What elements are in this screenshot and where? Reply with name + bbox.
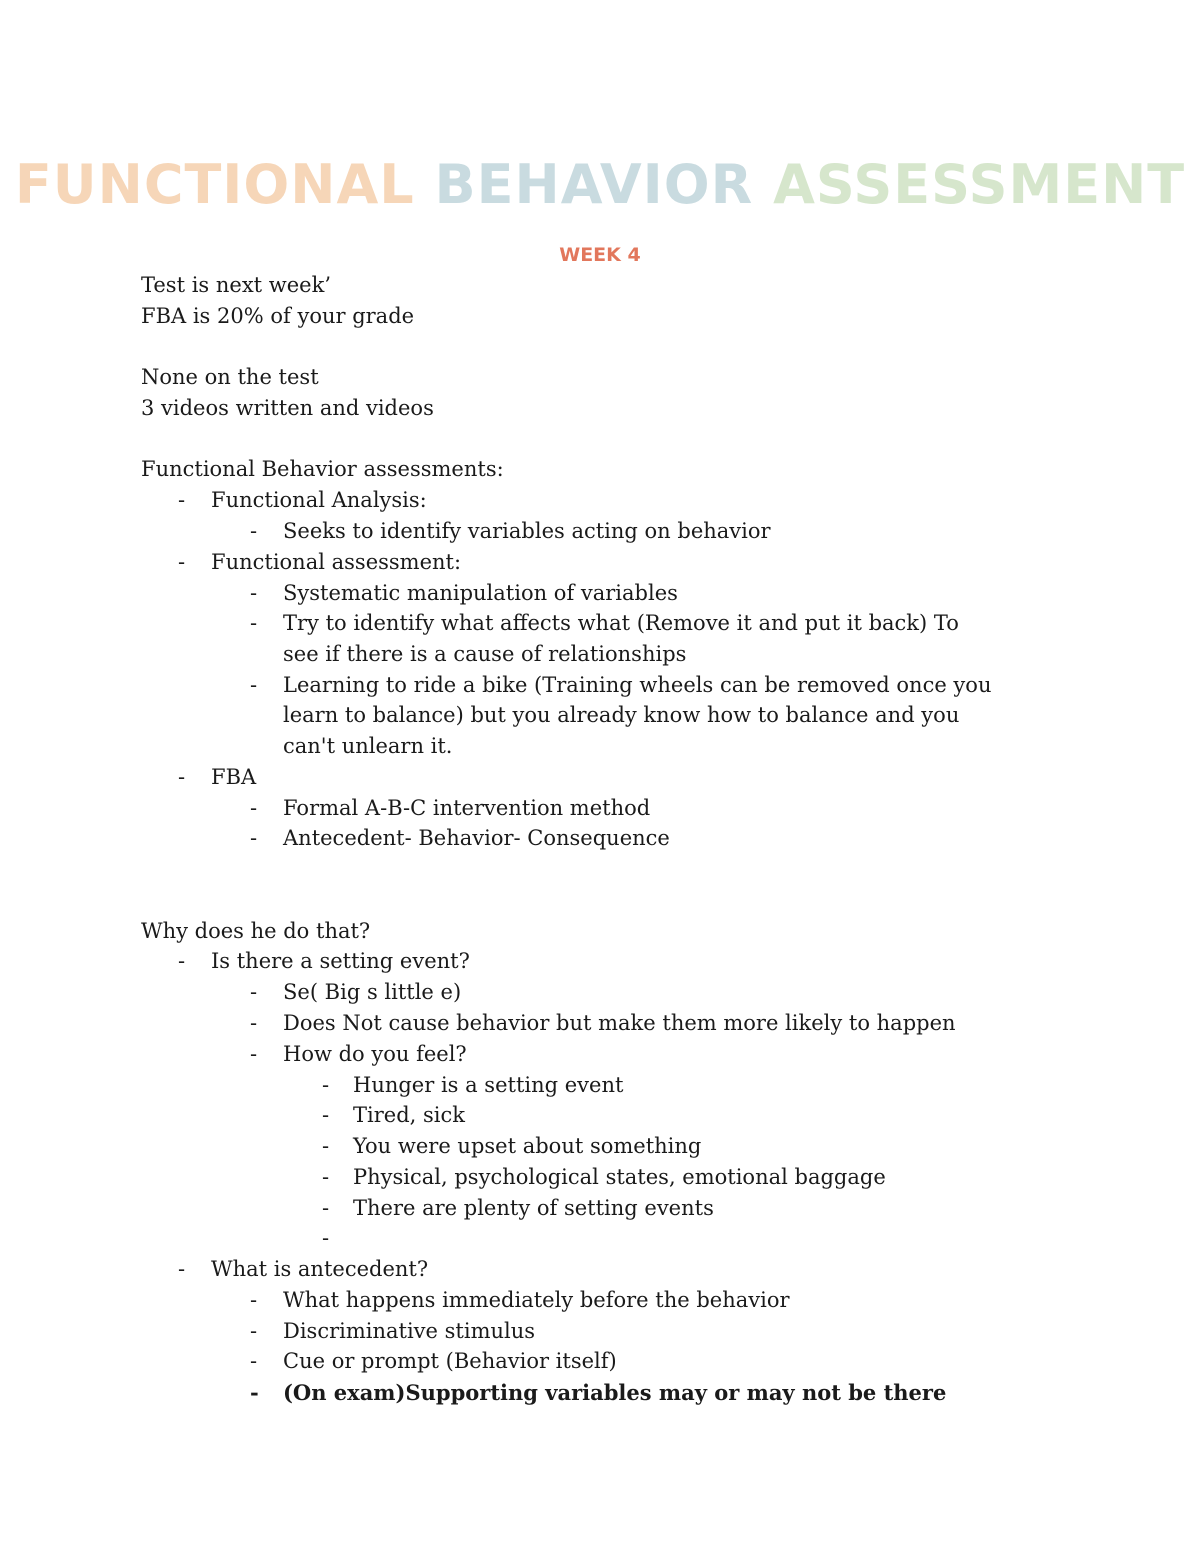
bullet-dash: - [178,1257,186,1281]
note-line: None on the test [141,365,319,389]
bullet-dash: - [250,673,258,697]
list-item: FBA [211,765,257,789]
note-line: Test is next week’ [141,273,332,297]
list-item: Functional assessment: [211,550,462,574]
list-item: Try to identify what affects what (Remove it and put it back) To [283,611,959,635]
list-item-continuation: can't unlearn it. [283,734,453,758]
list-item: Cue or prompt (Behavior itself) [283,1349,617,1373]
note-line: 3 videos written and videos [141,396,434,420]
list-item: Does Not cause behavior but make them more likely to happen [283,1011,956,1035]
list-item: There are plenty of setting events [353,1196,714,1220]
bullet-dash: - [250,581,258,605]
list-item: Systematic manipulation of variables [283,581,678,605]
bullet-dash: - [178,765,186,789]
bullet-dash: - [178,550,186,574]
list-item: Hunger is a setting event [353,1073,624,1097]
title-word-behavior: BEHAVIOR [434,153,754,216]
bullet-dash: - [322,1134,330,1158]
bullet-dash: - [322,1073,330,1097]
list-item: Tired, sick [353,1103,465,1127]
list-item-emphasis: (On exam)Supporting variables may or may not be there [283,1380,947,1405]
note-line: FBA is 20% of your grade [141,304,415,328]
bullet-dash: - [322,1226,330,1250]
list-item: Physical, psychological states, emotional baggage [353,1165,886,1189]
bullet-dash: - [250,1319,258,1343]
bullet-dash: - [178,488,186,512]
bullet-dash: - [250,980,258,1004]
bullet-dash: - [250,796,258,820]
list-item: How do you feel? [283,1042,467,1066]
list-item: What is antecedent? [211,1257,429,1281]
bullet-dash: - [322,1165,330,1189]
list-item: Antecedent- Behavior- Consequence [283,826,670,850]
page-title [0,150,1200,220]
bullet-dash: - [178,949,186,973]
bullet-dash: - [322,1103,330,1127]
list-item-continuation: learn to balance) but you already know how to balance and you [283,703,960,727]
list-item: Formal A-B-C intervention method [283,796,651,820]
bullet-dash: - [250,1349,258,1373]
list-item: You were upset about something [353,1134,702,1158]
list-item: Discriminative stimulus [283,1319,536,1343]
list-item-continuation: see if there is a cause of relationships [283,642,687,666]
bullet-dash: - [250,1042,258,1066]
bullet-dash: - [250,1288,258,1312]
bullet-dash: - [250,1011,258,1035]
bullet-dash: - [250,826,258,850]
list-item: Learning to ride a bike (Training wheels can be removed once you [283,673,992,697]
bullet-dash: - [322,1196,330,1220]
title-word-assessment: ASSESSMENT [773,153,1186,216]
list-item: What happens immediately before the behavior [283,1288,790,1312]
section-heading: Why does he do that? [141,919,371,943]
list-item: Functional Analysis: [211,488,427,512]
section-heading: Functional Behavior assessments: [141,457,504,481]
page-subtitle: WEEK 4 [559,244,641,266]
list-item: Is there a setting event? [211,949,470,973]
list-item: Se( Big s little e) [283,980,462,1004]
bullet-dash: - [250,1380,259,1405]
title-word-functional: FUNCTIONAL [14,153,415,216]
list-item: Seeks to identify variables acting on behavior [283,519,771,543]
bullet-dash: - [250,519,258,543]
bullet-dash: - [250,611,258,635]
